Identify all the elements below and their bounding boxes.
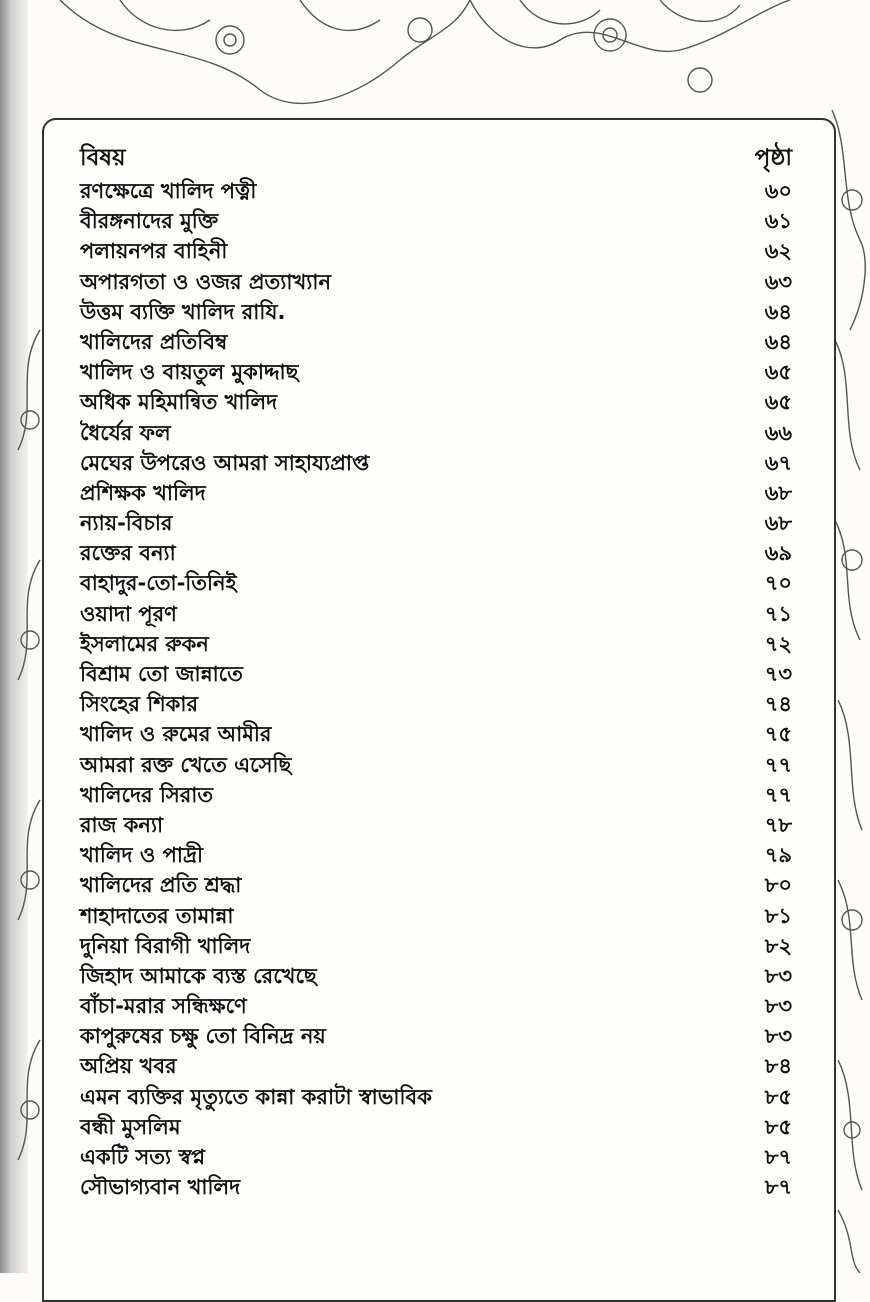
toc-entry-title: খালিদ ও পাদ্রী [80, 843, 203, 868]
toc-entry [80, 357, 792, 387]
toc-entry [80, 840, 792, 870]
toc-entry [80, 1142, 792, 1172]
toc-entry-page: ৭২ [764, 631, 792, 656]
page-column-label: পৃষ্ঠা [754, 145, 792, 171]
toc-entry [80, 1112, 792, 1142]
toc-entry-title: সিংহের শিকার [80, 692, 199, 717]
toc-entry-page: ৭৫ [764, 722, 792, 747]
toc-entry-title: প্রশিক্ষক খালিদ [80, 480, 206, 505]
toc-entry-title: খালিদের প্রতিবিম্ব [80, 329, 228, 354]
toc-entry-title: সৌভাগ্যবান খালিদ [80, 1175, 241, 1200]
toc-entry-page: ৮৩ [764, 994, 792, 1019]
toc-entry [80, 599, 792, 629]
toc-entry-page: ৬৫ [764, 360, 792, 385]
toc-entry [80, 870, 792, 900]
toc-entry-page: ৭৭ [764, 752, 792, 777]
toc-entry [80, 810, 792, 840]
toc-entry [80, 780, 792, 810]
toc-entry-title: আমরা রক্ত খেতে এসেছি [80, 752, 292, 777]
toc-entry-title: খালিদের সিরাত [80, 782, 214, 807]
toc-entry-title: পলায়নপর বাহিনী [80, 239, 228, 264]
toc-entry-title: বন্ধী মুসলিম [80, 1114, 181, 1139]
toc-entry [80, 206, 792, 236]
toc-entry-page: ৮৭ [764, 1175, 792, 1200]
toc-entry-page: ৬৪ [764, 329, 792, 354]
toc-entry [80, 659, 792, 689]
toc-entry-page: ৭৯ [764, 843, 792, 868]
toc-entry-title: ন্যায়-বিচার [80, 511, 173, 536]
toc-entry-page: ৬২ [764, 239, 792, 264]
toc-entry-title: এমন ব্যক্তির মৃত্যুতে কান্না করাটা স্বাভাবিক [80, 1084, 432, 1109]
toc-entry-title: খালিদের প্রতি শ্রদ্ধা [80, 873, 242, 898]
toc-entry-title: একটি সত্য স্বপ্ন [80, 1145, 206, 1169]
toc-entry [80, 1082, 792, 1112]
toc-entry-page: ৮৪ [764, 1054, 792, 1079]
toc-entry-page: ৭৮ [764, 812, 792, 837]
toc-entry [80, 387, 792, 417]
toc-entry-page: ৭০ [764, 571, 792, 596]
toc-entry-page: ৮০ [764, 873, 792, 898]
toc-entry-page: ৬১ [764, 209, 792, 234]
toc-entry-page: ৬৯ [764, 541, 792, 566]
toc-entry-title: খালিদ ও বায়তুল মুকাদ্দাছ [80, 360, 299, 385]
toc-entry-page: ৮৭ [764, 1145, 792, 1169]
toc-entry [80, 327, 792, 357]
toc-entry-title: উত্তম ব্যক্তি খালিদ রাযি. [80, 299, 286, 324]
toc-entry-page: ৮২ [764, 933, 792, 958]
toc-entry [80, 689, 792, 719]
toc-entry-title: ইসলামের রুকন [80, 631, 209, 656]
toc-entry-title: অপ্রিয় খবর [80, 1054, 177, 1079]
toc-entry [80, 629, 792, 659]
toc-entry-title: দুনিয়া বিরাগী খালিদ [80, 933, 251, 958]
toc-entry [80, 961, 792, 991]
toc-entry [80, 508, 792, 538]
toc-entry-page: ৬৩ [764, 269, 792, 294]
toc-entry [80, 719, 792, 749]
toc-entry [80, 538, 792, 568]
toc-header [80, 140, 792, 176]
toc-entry-title: শাহাদাতের তামান্না [80, 903, 234, 928]
toc-entry-title: বীরঙ্গনাদের মুক্তি [80, 209, 219, 234]
toc-entry-page: ৬০ [764, 179, 792, 203]
toc-entry [80, 991, 792, 1021]
toc-entry [80, 418, 792, 448]
toc-entry [80, 901, 792, 931]
toc-entry [80, 931, 792, 961]
toc-entry-page: ৭৩ [764, 662, 792, 686]
toc-entry-page: ৭৪ [764, 692, 792, 717]
toc-entry-page: ৮৩ [764, 1024, 792, 1049]
toc-entry [80, 568, 792, 598]
toc-entry-page: ৮৫ [764, 1084, 792, 1109]
toc-entry [80, 448, 792, 478]
toc-entry [80, 750, 792, 780]
toc-entry-title: ওয়াদা পূরণ [80, 601, 177, 626]
toc-entry-title: অধিক মহিমান্বিত খালিদ [80, 390, 278, 415]
toc-entry-title: রণক্ষেত্রে খালিদ পত্নী [80, 179, 257, 203]
toc-entry-title: বিশ্রাম তো জান্নাতে [80, 662, 243, 686]
toc-entry-page: ৭১ [764, 601, 792, 626]
toc-entry-page: ৬৬ [764, 420, 792, 445]
toc-entry [80, 1021, 792, 1051]
toc-entry-page: ৮১ [764, 903, 792, 928]
table-of-contents [80, 140, 792, 1202]
toc-entry-page: ৬৭ [764, 450, 792, 475]
toc-entry-title: কাপুরুষের চক্ষু তো বিনিদ্র নয় [80, 1024, 326, 1049]
toc-entry-title: জিহাদ আমাকে ব্যস্ত রেখেছে [80, 963, 317, 988]
toc-entry-title: রাজ কন্যা [80, 812, 164, 837]
toc-entry [80, 267, 792, 297]
toc-entry-page: ৮৩ [764, 963, 792, 988]
toc-entry [80, 478, 792, 508]
toc-entry [80, 1051, 792, 1081]
toc-entry-page: ৬৮ [764, 480, 792, 505]
topic-column-label: বিষয় [80, 145, 126, 171]
toc-entry [80, 176, 792, 206]
toc-entry-title: অপারগতা ও ওজর প্রত্যাখ্যান [80, 269, 331, 294]
toc-entry-page: ৬৮ [764, 511, 792, 536]
toc-entries [80, 176, 792, 1202]
toc-entry-page: ৬৪ [764, 299, 792, 324]
toc-entry [80, 236, 792, 266]
toc-entry-title: রক্তের বন্যা [80, 541, 176, 566]
toc-entry [80, 1172, 792, 1202]
toc-entry [80, 297, 792, 327]
toc-entry-title: খালিদ ও রুমের আমীর [80, 722, 272, 747]
toc-entry-title: মেঘের উপরেও আমরা সাহায্যপ্রাপ্ত [80, 450, 370, 475]
toc-entry-title: ধৈর্যের ফল [80, 420, 171, 445]
toc-entry-page: ৮৫ [764, 1114, 792, 1139]
toc-entry-title: বাঁচা-মরার সন্ধিক্ষণে [80, 994, 247, 1019]
toc-entry-page: ৬৫ [764, 390, 792, 415]
toc-entry-title: বাহাদুর-তো-তিনিই [80, 571, 237, 596]
toc-entry-page: ৭৭ [764, 782, 792, 807]
